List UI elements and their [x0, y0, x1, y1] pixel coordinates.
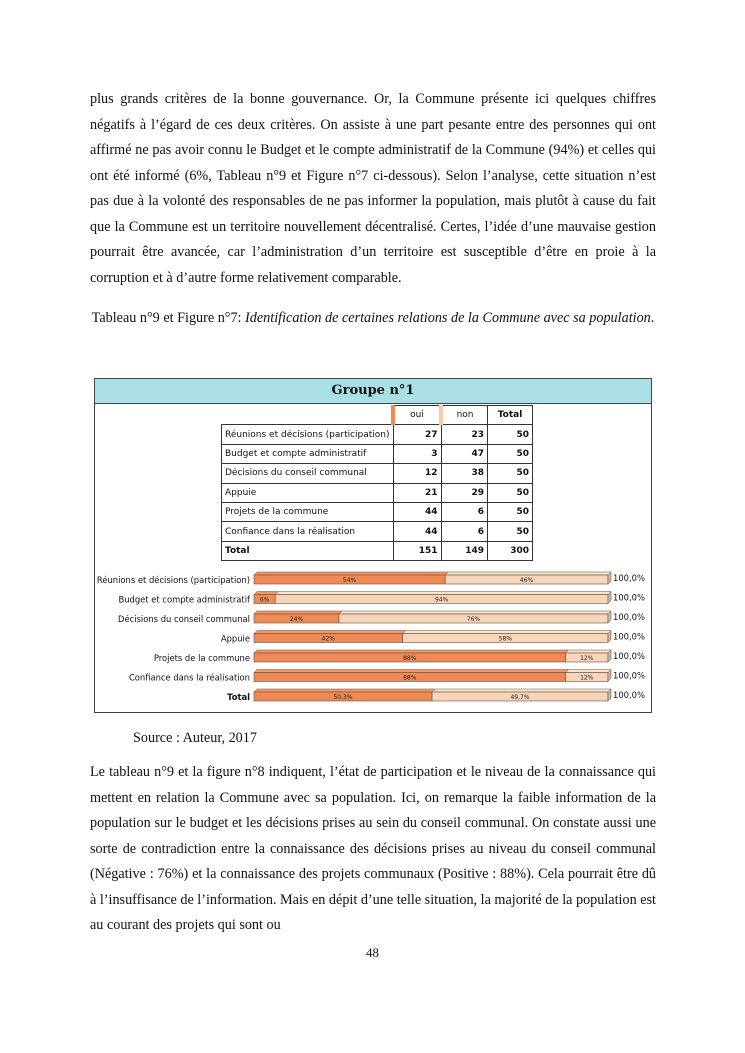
table-corner: [222, 406, 394, 425]
total-label: 100,0%: [613, 651, 645, 661]
category-label: Projets de la commune: [153, 653, 250, 663]
cell-non: 6: [441, 522, 488, 541]
table-row: [222, 483, 533, 502]
chart-title: Groupe n°1: [95, 379, 651, 404]
bar-top-non: [566, 650, 611, 653]
bar-top-oui: [254, 670, 569, 673]
cell-non: 29: [441, 483, 488, 502]
category-label: Confiance dans la réalisation: [128, 672, 250, 683]
cell-oui: 44: [393, 502, 441, 521]
cell-total: 50: [488, 483, 533, 502]
cell-total: 50: [488, 464, 533, 483]
row-label: Confiance dans la réalisation: [222, 522, 394, 541]
table-row: [222, 464, 533, 483]
bar-top-non: [403, 631, 611, 634]
cell-total: 50: [488, 444, 533, 463]
row-label: Budget et compte administratif: [222, 444, 394, 463]
cell-non: 149: [441, 541, 488, 560]
data-label-oui: 24%: [289, 616, 304, 623]
category-label: Réunions et décisions (participation): [96, 575, 250, 585]
bar-top-oui: [254, 650, 569, 653]
cell-total: 50: [488, 502, 533, 521]
table-header-row: [222, 406, 533, 425]
data-label-non: 12%: [580, 674, 594, 682]
cell-non: 47: [441, 444, 488, 463]
stacked-bar-chart: [95, 569, 651, 709]
total-label: 100,0%: [613, 592, 645, 603]
data-label-non: 46%: [519, 577, 534, 584]
cell-non: 23: [441, 425, 488, 444]
category-label: Total: [227, 692, 250, 702]
figure-caption: [90, 305, 656, 331]
table-total-row: [222, 541, 533, 560]
category-label: Appuie: [220, 633, 250, 644]
bar-top-non: [432, 689, 611, 692]
caption-suffix: .: [650, 310, 655, 326]
cell-oui: 12: [393, 464, 441, 483]
data-label-oui: 50,3%: [333, 694, 353, 701]
data-label-non: 49,7%: [510, 694, 530, 701]
data-label-oui: 42%: [321, 635, 336, 643]
source-note: Source : Auteur, 2017: [133, 730, 257, 746]
row-label: Décisions du conseil communal: [222, 464, 394, 483]
cell-oui: 21: [393, 483, 441, 502]
data-label-oui: 88%: [403, 674, 417, 682]
data-label-non: 94%: [434, 596, 449, 604]
category-label: Budget et compte administratif: [118, 594, 250, 605]
bar-top-oui: [254, 592, 278, 595]
total-label: 100,0%: [613, 631, 645, 642]
cell-total: 300: [488, 541, 533, 560]
cell-total: 50: [488, 425, 533, 444]
cell-oui: 3: [393, 444, 441, 463]
body-paragraph-2: Le tableau n°9 et la figure n°8 indiquent, l’état de participation et le niveau de la connaissance qui mettent en relation la Commune avec sa population. Ici, on remarque la faible information de la population sur le budget et les décisions prises au sein du conseil communal. On constate aussi une sorte de contradiction entre la connaissance des décisions prises au niveau du conseil communal (Négative : 76%) et la connaissance des projets communaux (Positive : 88%). Cela pourrait être dû à l’insuffisance de l’information. Mais en dépit d’une telle situation, la majorité de la population est au courant des projets qui sont ou: [90, 764, 656, 933]
body-paragraph-1: plus grands critères de la bonne gouvernance. Or, la Commune présente ici quelques chiffres négatifs à l’égard de ces deux critères. On assiste à une part pesante entre des personnes qui ont affirmé ne pas avoir connu le Budget et le compte administratif de la Commune (94%) et celles qui ont été informé (6%, Tableau n°9 et Figure n°7 ci-dessous). Selon l’analyse, cette situation n’est pas due à la volonté des responsables de ne pas informer la population, mais plutôt à cause du fait que la Commune est un territoire nouvellement décentralisé. Certes, l’idée d’une mauvaise gestion pourrait être avancée, car l’administration d’un territoire est susceptible d’être en proie à la corruption et à d’autre forme relativement comparable.: [90, 91, 656, 286]
cell-oui: 151: [393, 541, 441, 560]
table-row: [222, 425, 533, 444]
bar-top-oui: [254, 611, 342, 614]
table-row: [222, 444, 533, 463]
caption-prefix: Tableau n°9 et Figure n°7:: [91, 310, 246, 326]
table-row: [222, 502, 533, 521]
bar-top-non: [339, 611, 611, 614]
caption-title: Identification de certaines relations de la Commune avec sa population: [245, 310, 651, 326]
total-label: 100,0%: [613, 573, 645, 583]
bar-top-non: [275, 592, 611, 595]
table-row: [222, 522, 533, 541]
cell-non: 6: [441, 502, 488, 521]
total-label: 100,0%: [613, 612, 645, 622]
row-label: Appuie: [222, 483, 394, 502]
cell-total: 50: [488, 522, 533, 541]
bar-top-oui: [254, 572, 448, 575]
data-label-oui: 54%: [342, 577, 357, 584]
row-label-total: Total: [222, 541, 394, 560]
data-label-non: 76%: [466, 616, 481, 623]
data-table: [221, 405, 533, 561]
data-label-non: 12%: [580, 655, 594, 662]
bar-top-oui: [254, 631, 406, 634]
data-label-oui: 6%: [259, 596, 270, 604]
cell-oui: 27: [393, 425, 441, 444]
page-number: 48: [366, 945, 379, 960]
total-label: 100,0%: [613, 670, 645, 681]
bar-top-non: [566, 670, 611, 673]
bar-top-oui: [254, 689, 435, 692]
total-label: 100,0%: [613, 690, 645, 700]
data-label-non: 58%: [498, 635, 513, 643]
column-header-non: non: [441, 406, 488, 425]
row-label: Réunions et décisions (participation): [222, 425, 394, 444]
cell-non: 38: [441, 464, 488, 483]
cell-oui: 44: [393, 522, 441, 541]
column-header-total: Total: [488, 406, 533, 425]
column-header-oui: oui: [393, 406, 441, 425]
data-label-oui: 88%: [403, 655, 417, 662]
figure-group-1: [94, 378, 652, 713]
bar-top-non: [445, 572, 611, 575]
category-label: Décisions du conseil communal: [118, 614, 250, 624]
row-label: Projets de la commune: [222, 502, 394, 521]
